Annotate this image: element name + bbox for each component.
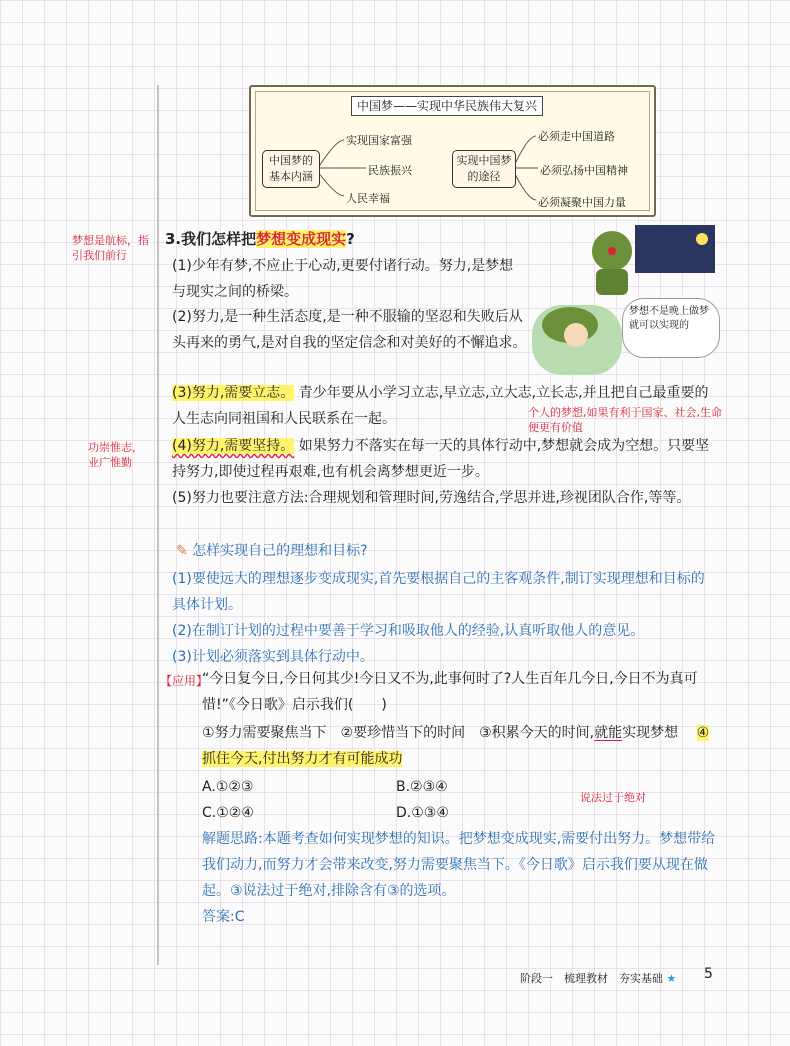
statements-line: ①努力需要聚焦当下 ②要珍惜当下的时间 ③积累今天的时间, — [202, 725, 595, 741]
side-note-beacon: 梦想是航标，指引我们前行 — [72, 234, 149, 262]
mind-map-leaf: 必须凝聚中国力量 — [538, 196, 626, 209]
mind-map-node-meaning: 中国梦的基本内涵 — [262, 150, 320, 188]
paragraph-5: (5)努力也要注意方法:合理规划和管理时间,劳逸结合,学思并进,珍视团队合作,等等。 — [172, 490, 691, 506]
margin-note-absolute: 说法过于绝对 — [580, 791, 646, 804]
option-b: B.②③④ — [396, 779, 448, 795]
paragraph-2: (2)努力,是一种生活态度,是一种不服输的坚忍和失败后从头再来的勇气,是对自我的坚定信念和对美好的不懈追求。 — [172, 309, 527, 351]
statement-absolute-word: 就能 — [594, 725, 623, 741]
answer-label: 答案: — [202, 909, 235, 925]
paragraph-4 — [172, 433, 717, 485]
answer — [202, 904, 245, 930]
margin-note-value: 个人的梦想,如果有利于国家、社会,生命便更有价值 — [528, 406, 722, 434]
illustration — [530, 225, 720, 380]
tip-question-text: 怎样实现自己的理想和目标? — [192, 543, 368, 559]
footer-text — [520, 970, 676, 986]
mind-map-title: 中国梦——实现中华民族伟大复兴 — [351, 96, 543, 116]
analysis-text: 本题考查如何实现梦想的知识。把梦想变成现实,需要付出努力。梦想带给我们动力,而努力才会带来改变,努力需要聚焦当下。《今日歌》启示我们要从现在做起。③说法过于绝对,排除含有③的选项。 — [202, 831, 716, 899]
paragraph-3-head: (3)努力,需要立志。 — [172, 385, 295, 401]
paragraph-3-body: 青少年要从小学习立志,早立志,立大志,立长志,并且把自己最重要的人生志向同祖国和人民联系在一起。 — [172, 385, 709, 427]
tip-item-1: (1)要使远大的理想逐步变成现实,首先要根据自己的主客观条件,制订实现理想和目标的具体计划。 — [172, 571, 705, 613]
mind-map-node-path: 实现中国梦的途径 — [452, 150, 516, 188]
option-d: D.①③④ — [396, 805, 449, 821]
statement-4: ④抓住今天,付出努力才有可能成功 — [202, 725, 710, 767]
tip-item-3: (3)计划必须落实到具体行动中。 — [172, 649, 374, 665]
paragraph-1: (1)少年有梦,不应止于心动,更要付诸行动。努力,是梦想与现实之间的桥梁。 — [172, 258, 514, 300]
mind-map-leaf: 民族振兴 — [368, 164, 412, 177]
side-note-diligence: 功崇惟志，业广惟勤 — [88, 441, 143, 469]
application-tag: 【应用】 — [160, 674, 209, 688]
paragraph-4-body: 如果努力不落实在每一天的具体行动中,梦想就会成为空想。只要坚持努力,即使过程再艰难,也有机会离梦想更近一步。 — [172, 438, 710, 480]
analysis — [202, 826, 722, 904]
mind-map-frame — [255, 91, 650, 211]
footer-label: 阶段一 梳理教材 夯实基础 — [520, 972, 663, 985]
answer-value: C — [234, 909, 245, 925]
mind-map-leaf: 实现国家富强 — [346, 134, 412, 147]
application-statements — [202, 720, 722, 772]
mind-map-leaf: 必须走中国道路 — [538, 130, 615, 143]
heading-prefix: 3.我们怎样把 — [165, 230, 257, 248]
mind-map — [249, 85, 656, 217]
statements-line-end: 实现梦想 — [622, 725, 679, 741]
section-heading — [165, 228, 355, 249]
option-a: A.①②③ — [202, 779, 254, 795]
heading-suffix: ? — [346, 230, 355, 248]
option-c: C.①②④ — [202, 805, 254, 821]
star-icon: ★ — [666, 972, 677, 985]
pencil-icon: ✎ — [176, 543, 188, 559]
heading-highlight: 梦想变成现实 — [256, 230, 347, 248]
mind-map-leaf: 人民幸福 — [346, 192, 390, 205]
tip-question — [176, 538, 721, 564]
analysis-label: 解题思路: — [202, 831, 263, 847]
page-number: 5 — [704, 966, 713, 982]
application-stem: “今日复今日,今日何其少!今日又不为,此事何时了?人生百年几今日,今日不为真可惜!”《今日歌》启示我们( ) — [202, 671, 698, 713]
mind-map-leaf: 必须弘扬中国精神 — [540, 164, 628, 177]
tip-item-2: (2)在制订计划的过程中要善于学习和吸取他人的经验,认真听取他人的意见。 — [172, 623, 645, 639]
illustration-caption: 梦想不是晚上做梦就可以实现的 — [622, 298, 720, 358]
margin-line — [157, 85, 159, 965]
paragraph-4-head: (4)努力,需要坚持。 — [172, 438, 295, 454]
